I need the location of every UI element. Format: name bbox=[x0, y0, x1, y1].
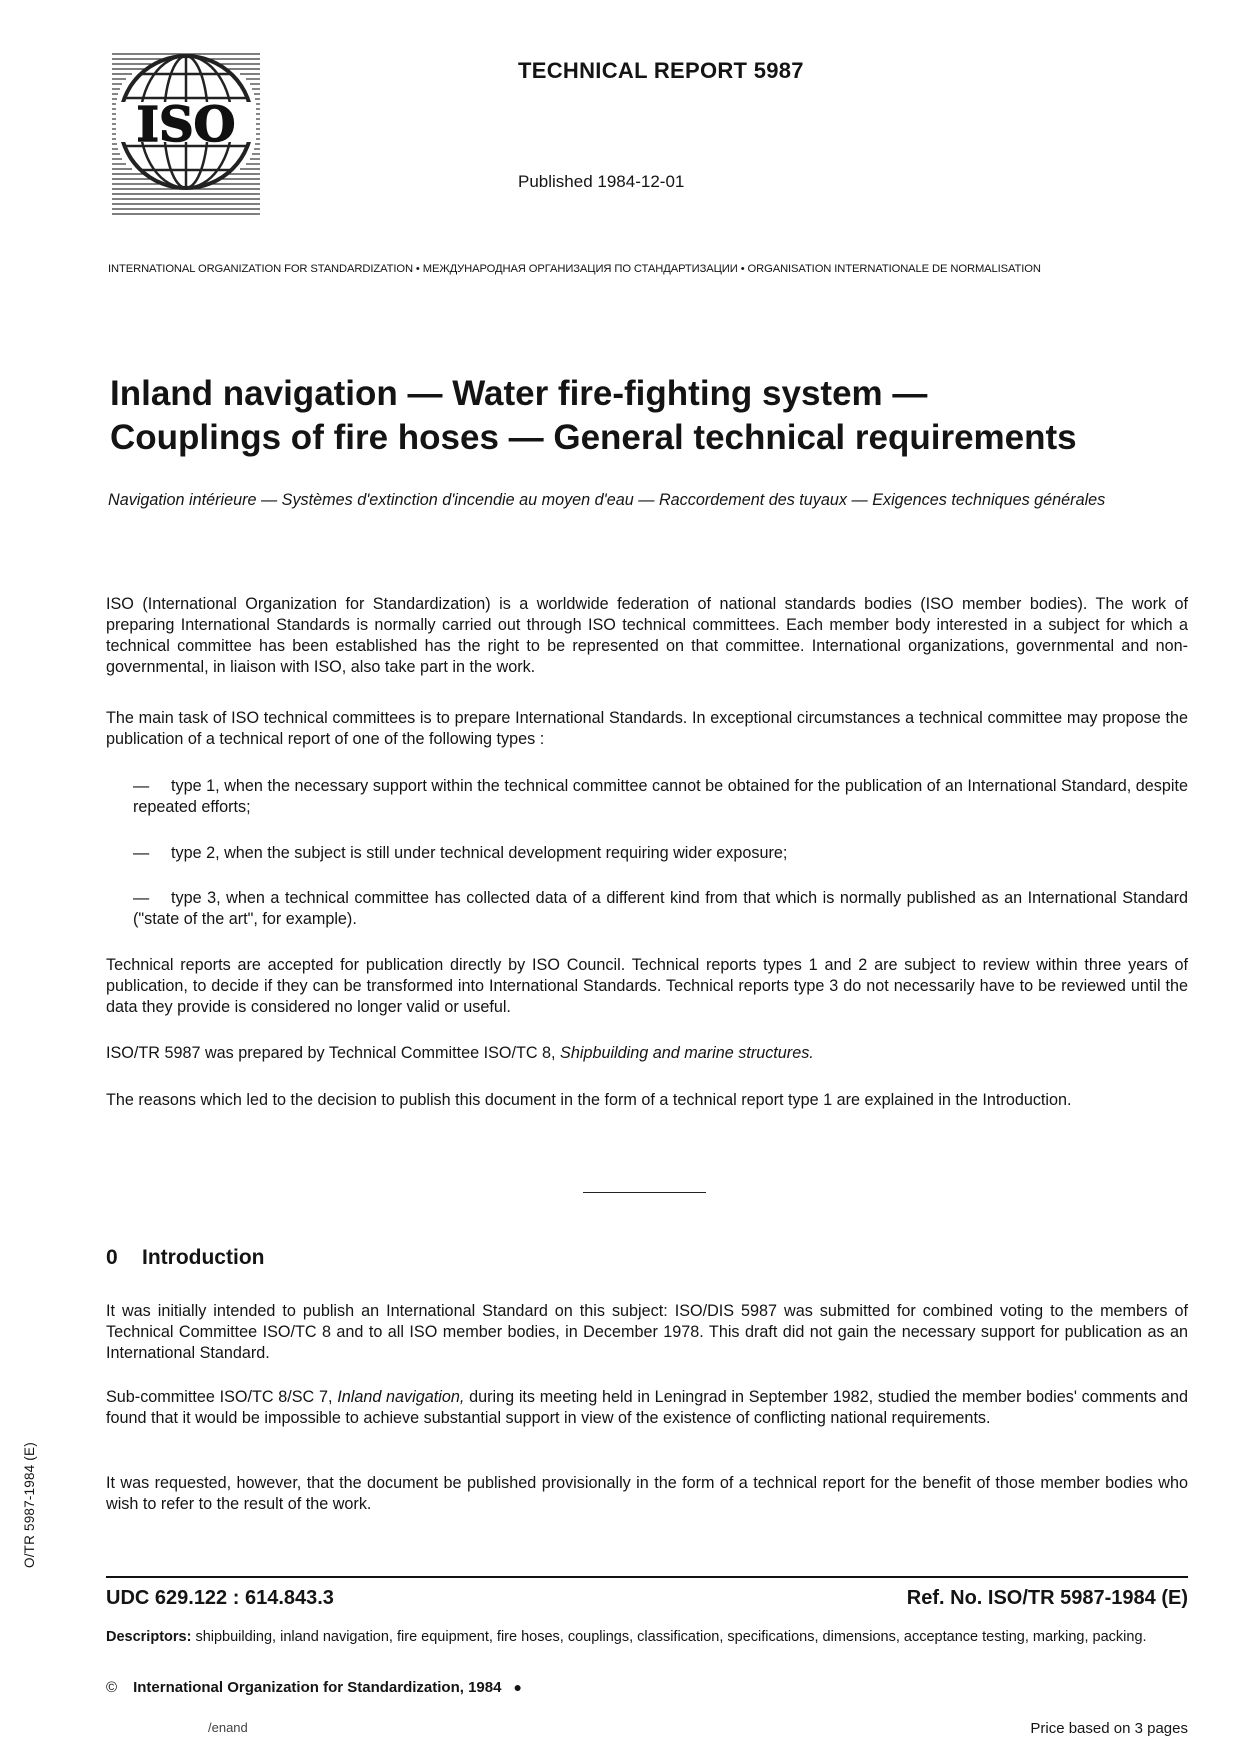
list-dash: — bbox=[133, 777, 150, 795]
foreword-para-3-text: Technical reports are accepted for publication directly by ISO Council. Technical reports types 1 and 2 are subject to review within three years of publication, to decide if they can be transformed into International Standards. Technical reports type 3 do not necessarily have to be reviewed until the data they provide is considered no longer valid or useful. bbox=[106, 956, 1188, 1016]
foreword-para-5-text: The reasons which led to the decision to publish this document in the form of a technical report type 1 are explained in the Introduction. bbox=[106, 1091, 1072, 1109]
french-subtitle: Navigation intérieure — Systèmes d'extinction d'incendie au moyen d'eau — Raccordement des tuyaux — Exigences techniques générales bbox=[108, 491, 1106, 509]
para-2-prefix: Sub-committee ISO/TC 8/SC 7, bbox=[106, 1388, 333, 1406]
list-item-text: type 1, when the necessary support within the technical committee cannot be obtained for the publication of an International Standard, despite repeated efforts; bbox=[133, 777, 1188, 816]
published-date: Published 1984-12-01 bbox=[518, 172, 685, 191]
introduction-para-1-text: It was initially intended to publish an International Standard on this subject: ISO/DIS 5987 was submitted for combined voting to the members of Technical Committee ISO/TC 8 and to all ISO member bodies, in December 1978. This draft did not gain the necessary support for publication as an International Standard. bbox=[106, 1302, 1188, 1362]
copyright-icon: © bbox=[106, 1679, 118, 1696]
report-title: TECHNICAL REPORT 5987 bbox=[518, 58, 804, 83]
committee-title: Shipbuilding and marine structures. bbox=[560, 1044, 814, 1062]
foreword-para-1 bbox=[106, 594, 1188, 678]
foreword-para-3 bbox=[106, 955, 1188, 1018]
document-title bbox=[110, 372, 1190, 460]
udc-code: UDC 629.122 : 614.843.3 bbox=[106, 1587, 334, 1609]
list-dash: — bbox=[133, 889, 150, 907]
title-line-2: Couplings of fire hoses — General technical requirements bbox=[110, 418, 1077, 457]
introduction-para-3-text: It was requested, however, that the document be published provisionally in the form of a technical report for the benefit of those member bodies who wish to refer to the result of the work. bbox=[106, 1474, 1188, 1513]
side-label: O/TR 5987-1984 (E) bbox=[22, 1442, 37, 1568]
descriptors bbox=[106, 1628, 1188, 1646]
organization-line: INTERNATIONAL ORGANIZATION FOR STANDARDIZATION • МЕЖДУНАРОДНАЯ ОРГАНИЗАЦИЯ ПО СТАНДАРТИЗАЦИИ • ORGANISATION INTERNATIONALE DE NORMALISATION bbox=[108, 263, 1041, 275]
descriptors-text: shipbuilding, inland navigation, fire equipment, fire hoses, couplings, classification, specifications, dimensions, acceptance testing, marking, packing. bbox=[195, 1629, 1147, 1645]
bottom-mark: /enand bbox=[208, 1720, 248, 1735]
iso-globe-icon bbox=[112, 50, 260, 215]
para-2-suffix: during its meeting held in Leningrad in September 1982, studied the member bodies' comments and found that it would be impossible to achieve substantial support in view of the existence of conflicting national requirements. bbox=[106, 1388, 1189, 1427]
para-4-prefix: ISO/TR 5987 was prepared by Technical Committee ISO/TC 8, bbox=[106, 1044, 556, 1062]
foreword-para-2 bbox=[106, 708, 1188, 750]
section-divider bbox=[583, 1192, 706, 1193]
list-dash: — bbox=[133, 844, 150, 862]
title-line-1: Inland navigation — Water fire-fighting system — bbox=[110, 374, 928, 413]
foreword-para-1-text: ISO (International Organization for Standardization) is a worldwide federation of national standards bodies (ISO member bodies). The work of preparing International Standards is normally carried out through ISO technical committees. Each member body interested in a subject for which a technical committee has been established has the right to be represented on that committee. International organizations, governmental and non-governmental, in liaison with ISO, also take part in the work. bbox=[106, 595, 1188, 676]
introduction-para-3 bbox=[106, 1473, 1188, 1515]
foreword-para-2-text: The main task of ISO technical committees is to prepare International Standards. In exceptional circumstances a technical committee may propose the publication of a technical report of one of the following types : bbox=[106, 709, 1188, 748]
section-title: Introduction bbox=[142, 1246, 265, 1269]
bullet-icon: ● bbox=[513, 1679, 522, 1695]
list-item-type-3 bbox=[133, 888, 1188, 930]
foreword-para-4 bbox=[106, 1043, 1188, 1064]
iso-logo bbox=[112, 50, 260, 215]
subcommittee-title: Inland navigation, bbox=[337, 1388, 465, 1406]
section-number: 0 bbox=[106, 1246, 118, 1269]
copyright-text: International Organization for Standardization, 1984 bbox=[133, 1679, 502, 1696]
list-item-text: type 2, when the subject is still under technical development requiring wider exposure; bbox=[171, 844, 788, 862]
list-item-text: type 3, when a technical committee has collected data of a different kind from that which is normally published as an International Standard ("state of the art", for example). bbox=[133, 889, 1188, 928]
footer-rule bbox=[106, 1576, 1188, 1578]
introduction-heading bbox=[106, 1246, 264, 1270]
introduction-para-2 bbox=[106, 1387, 1188, 1429]
list-item-type-2 bbox=[133, 843, 1188, 864]
descriptors-label: Descriptors: bbox=[106, 1629, 192, 1645]
price-note: Price based on 3 pages bbox=[1030, 1720, 1188, 1737]
copyright bbox=[106, 1679, 522, 1696]
iso-logo-text: ISO bbox=[136, 97, 236, 153]
list-item-type-1 bbox=[133, 776, 1188, 818]
foreword-para-5 bbox=[106, 1090, 1188, 1111]
introduction-para-1 bbox=[106, 1301, 1188, 1364]
reference-number: Ref. No. ISO/TR 5987-1984 (E) bbox=[906, 1587, 1188, 1609]
